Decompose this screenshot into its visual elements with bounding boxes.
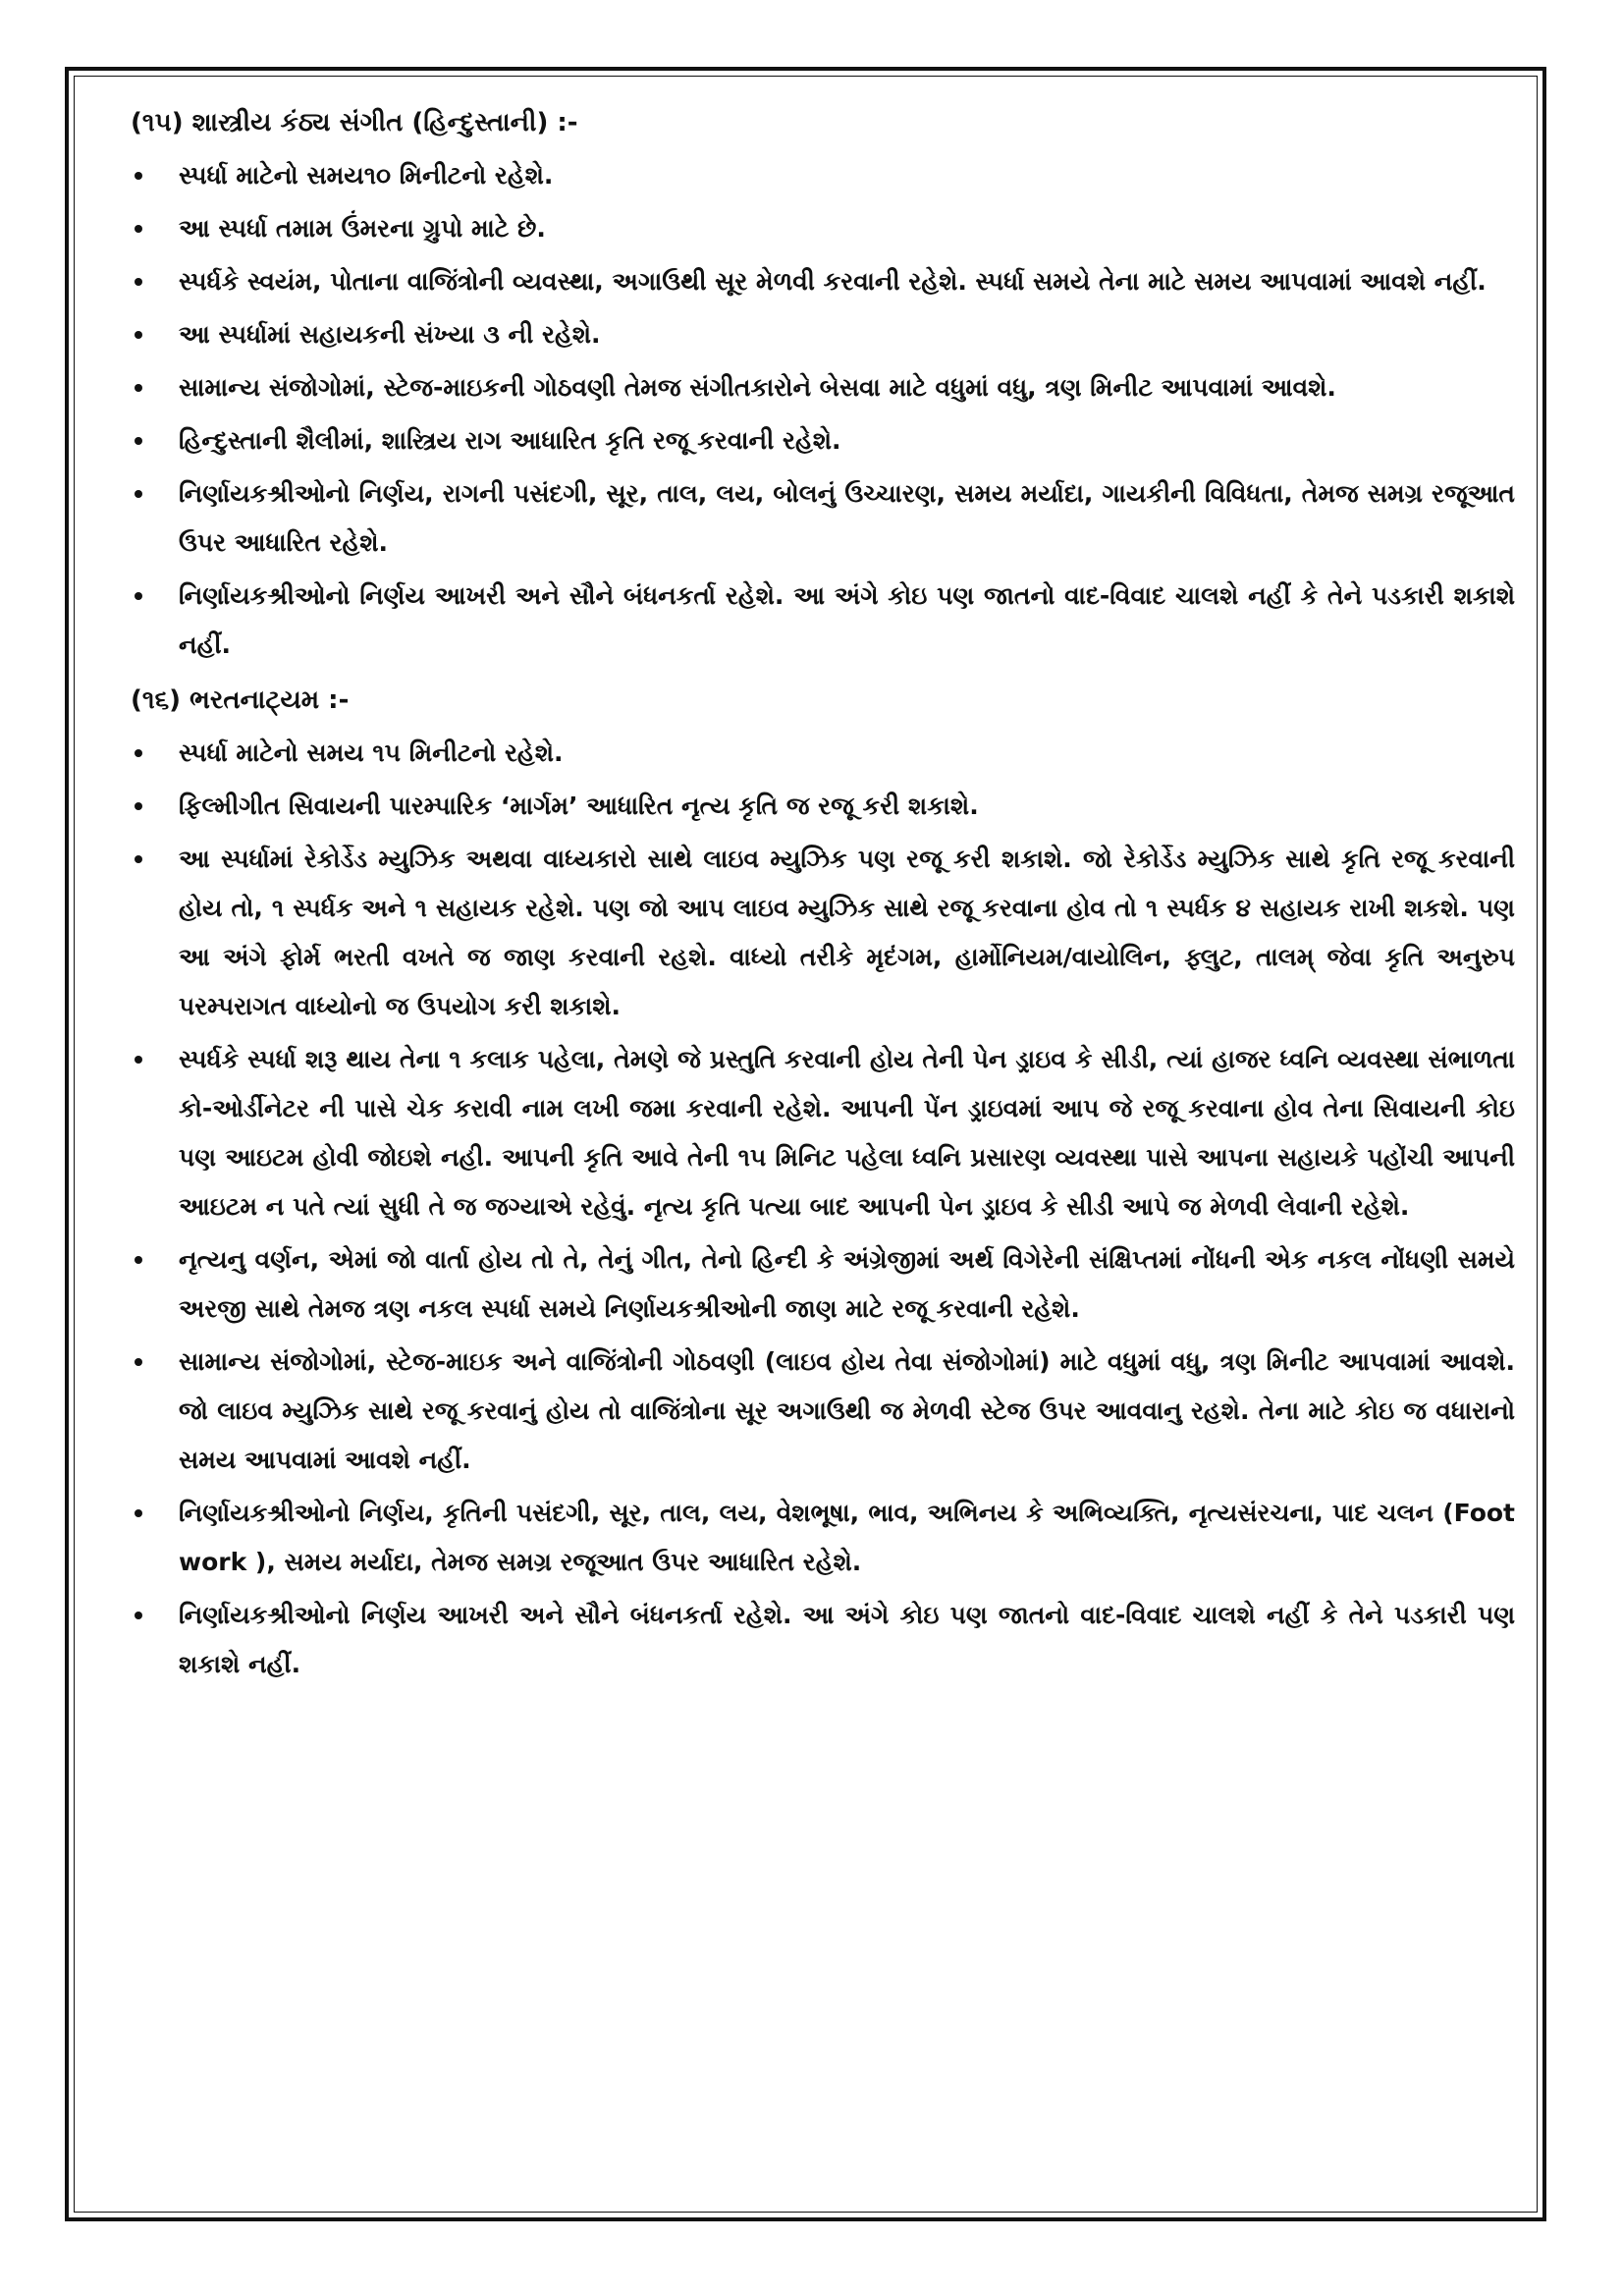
bullet-icon (135, 172, 142, 180)
list-item (131, 310, 1515, 359)
bullet-text: આ સ્પર્ધા તમામ ઉંમરના ગ્રુપો માટે છે. (179, 214, 546, 243)
bullet-icon (135, 1612, 142, 1619)
list-item (131, 416, 1515, 465)
bullet-text: હિન્દુસ્તાની શૈલીમાં, શાસ્ત્રિય રાગ આધારિત કૃતિ રજૂ કરવાની રહેશે. (179, 426, 841, 455)
section-bharatanatyam (131, 676, 1515, 1689)
list-item (131, 1489, 1515, 1587)
bullet-text: નિર્ણાયકશ્રીઓનો નિર્ણય, રાગની પસંદગી, સૂર, તાલ, લય, બોલનું ઉચ્ચારણ, સમય મર્યાદા, ગાયકીની વિવિધતા, તેમજ સમગ્ર રજૂઆત ઉપર આધારિત રહેશે. (179, 479, 1515, 557)
bullet-icon (135, 749, 142, 757)
list-item (131, 1591, 1515, 1689)
bullet-icon (135, 1056, 142, 1064)
list-item (131, 1035, 1515, 1231)
bullet-text: ફિલ્મીગીત સિવાયની પારમ્પારિક ‘માર્ગમ’ આધારિત નૃત્ય કૃતિ જ રજૂ કરી શકાશે. (179, 792, 979, 820)
bullet-text: નૃત્યનુ વર્ણન, એમાં જો વાર્તા હોય તો તે, તેનું ગીત, તેનો હિન્દી કે અંગ્રેજીમાં અર્થ વિગેરેની સંક્ષિપ્તમાં નોંધની એક નકલ નોંધણી સમયે અરજી સાથે તેમજ ત્રણ નકલ સ્પર્ધા સમયે નિર્ણાયકશ્રીઓની જાણ માટે રજૂ કરવાની રહેશે. (179, 1245, 1515, 1323)
list-item (131, 782, 1515, 831)
bullet-icon (135, 437, 142, 445)
bullet-text: સ્પર્ધકે સ્પર્ધા શરૂ થાય તેના ૧ કલાક પહેલા, તેમણે જે પ્રસ્તુતિ કરવાની હોય તેની પેન ડ્રાઇવ કે સીડી, ત્યાં હાજર ધ્વનિ વ્યવસ્થા સંભાળતા કો-ઓર્ડીનેટર ની પાસે ચેક કરાવી નામ લખી જમા કરવાની રહેશે. આપની પેંન ડ્રાઇવમાં આપ જે રજૂ કરવાના હોવ તેના સિવાયની કોઇ પણ આઇટમ હોવી જોઇશે નહી. આપની કૃતિ આવે તેની ૧૫ મિનિટ પહેલા ધ્વનિ પ્રસારણ વ્યવસ્થા પાસે આપના સહાયકે પહોંચી આપની આઇટમ ન પતે ત્યાં સુધી તે જ જગ્યાએ રહેવું. નૃત્ય કૃતિ પત્યા બાદ આપની પેન ડ્રાઇવ કે સીડી આપે જ મેળવી લેવાની રહેશે. (179, 1045, 1515, 1221)
bullet-text: નિર્ણાયકશ્રીઓનો નિર્ણય આખરી અને સૌને બંધનકર્તા રહેશે. આ અંગે કોઇ પણ જાતનો વાદ-વિવાદ ચાલશે નહીં કે તેને પડકારી પણ શકાશે નહીં. (179, 1601, 1515, 1678)
bullet-text: સ્પર્ધા માટેનો સમય૧૦ મિનીટનો રહેશે. (179, 161, 554, 190)
bullet-text: સ્પર્ધકે સ્વયંમ, પોતાના વાજિંત્રોની વ્યવસ્થા, અગાઉથી સૂર મેળવી કરવાની રહેશે. સ્પર્ધા સમયે તેના માટે સમય આપવામાં આવશે નહીં. (179, 267, 1487, 296)
bullet-icon (135, 802, 142, 810)
bullet-icon (135, 1256, 142, 1264)
list-item (131, 151, 1515, 200)
list-item (131, 257, 1515, 306)
list-item (131, 363, 1515, 412)
bullet-icon (135, 384, 142, 392)
bullet-list (131, 151, 1515, 670)
list-item (131, 835, 1515, 1031)
document-body (131, 98, 1515, 1693)
list-item (131, 729, 1515, 778)
bullet-icon (135, 331, 142, 339)
bullet-text: સ્પર્ધા માટેનો સમય ૧૫ મિનીટનો રહેશે. (179, 738, 564, 767)
bullet-icon (135, 490, 142, 498)
bullet-icon (135, 592, 142, 600)
bullet-icon (135, 1509, 142, 1517)
bullet-icon (135, 1358, 142, 1366)
list-item (131, 1235, 1515, 1334)
list-item (131, 572, 1515, 670)
bullet-icon (135, 225, 142, 233)
bullet-text: સામાન્ય સંજોગોમાં, સ્ટેજ-માઇકની ગોઠવણી તેમજ સંગીતકારોને બેસવા માટે વધુમાં વધુ, ત્રણ મિનીટ આપવામાં આવશે. (179, 373, 1336, 402)
bullet-text: નિર્ણાયકશ્રીઓનો નિર્ણય, કૃતિની પસંદગી, સૂર, તાલ, લય, વેશભૂષા, ભાવ, અભિનય કે અભિવ્યક્તિ, નૃત્યસંરચના, પાદ ચલન (Foot work ), સમય મર્યાદા, તેમજ સમગ્ર રજૂઆત ઉપર આધારિત રહેશે. (179, 1499, 1515, 1576)
section-classical-vocal (131, 98, 1515, 670)
bullet-icon (135, 855, 142, 863)
section-heading: (૧૫) શાસ્ત્રીય કંઠ્ય સંગીત (હિન્દુસ્તાની) :- (131, 108, 578, 137)
bullet-text: આ સ્પર્ધામાં સહાયકની સંખ્યા ૩ ની રહેશે. (179, 320, 601, 349)
list-item (131, 469, 1515, 568)
list-item (131, 1338, 1515, 1485)
bullet-text: આ સ્પર્ધામાં રેકોર્ડેડ મ્યુઝિક અથવા વાધ્યકારો સાથે લાઇવ મ્યુઝિક પણ રજૂ કરી શકાશે. જો રેકોર્ડેડ મ્યુઝિક સાથે કૃતિ રજૂ કરવાની હોય તો, ૧ સ્પર્ધક અને ૧ સહાયક રહેશે. પણ જો આપ લાઇવ મ્યુઝિક સાથે રજૂ કરવાના હોવ તો ૧ સ્પર્ધક ૪ સહાયક રાખી શકશે. પણ આ અંગે ફોર્મ ભરતી વખતે જ જાણ કરવાની રહશે. વાધ્યો તરીકે મૃદંગમ, હાર્મોનિયમ/વાયોલિન, ફ્લુટ, તાલમ્ જેવા કૃતિ અનુરુપ પરમ્પરાગત વાધ્યોનો જ ઉપયોગ કરી શકાશે. (179, 845, 1515, 1020)
bullet-text: નિર્ણાયકશ્રીઓનો નિર્ણય આખરી અને સૌને બંધનકર્તા રહેશે. આ અંગે કોઇ પણ જાતનો વાદ-વિવાદ ચાલશે નહીં કે તેને પડકારી શકાશે નહીં. (179, 581, 1515, 659)
section-heading: (૧૬) ભરતનાટ્યમ :- (131, 685, 350, 715)
bullet-text: સામાન્ય સંજોગોમાં, સ્ટેજ-માઇક અને વાજિંત્રોની ગોઠવણી (લાઇવ હોય તેવા સંજોગોમાં) માટે વધુમાં વધુ, ત્રણ મિનીટ આપવામાં આવશે. જો લાઇવ મ્યુઝિક સાથે રજૂ કરવાનું હોય તો વાજિંત્રોના સૂર અગાઉથી જ મેળવી સ્ટેજ ઉપર આવવાનુ રહશે. તેના માટે કોઇ જ વધારાનો સમય આપવામાં આવશે નહીં. (179, 1347, 1515, 1474)
bullet-icon (135, 278, 142, 286)
list-item (131, 204, 1515, 253)
bullet-list (131, 729, 1515, 1689)
